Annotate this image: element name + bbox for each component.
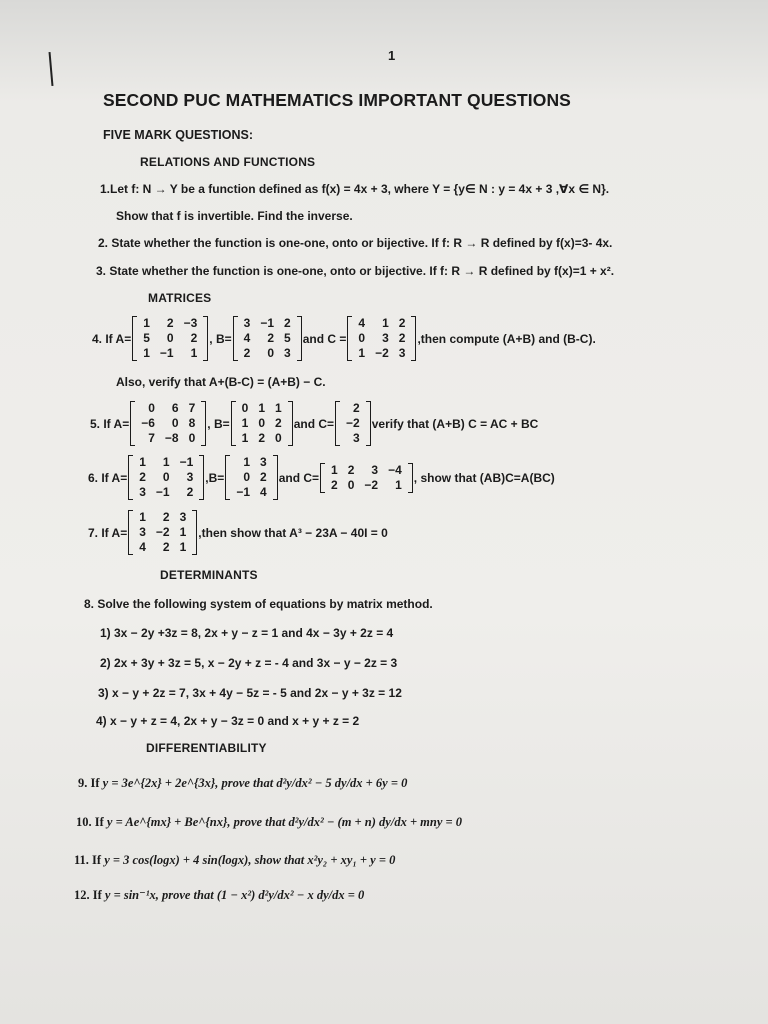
matrix-cell: 0 xyxy=(267,346,275,360)
question-9-rhs: d²y/dx² − 5 dy/dx + 6y = 0 xyxy=(276,776,408,790)
matrix-cell: 3 xyxy=(186,470,194,484)
matrix-cell: 2 xyxy=(275,416,282,430)
question-7 xyxy=(88,510,388,555)
matrix-cell: 1 xyxy=(275,401,282,415)
matrix-cell: 1 xyxy=(382,316,389,330)
question-6-prefix: 6. If A= xyxy=(88,470,128,485)
matrix-cell: 2 xyxy=(398,316,406,330)
topic-matrices: MATRICES xyxy=(148,291,212,305)
question-10-lhs: y = Ae^{mx} + Be^{nx} xyxy=(106,815,228,829)
matrix-cell: 1 xyxy=(258,401,266,415)
matrix-cell: −3 xyxy=(183,316,198,330)
matrix-cell: 1 xyxy=(179,525,187,539)
question-1-line-2: Show that f is invertible. Find the inverse. xyxy=(116,209,353,223)
matrix-cell: 1 xyxy=(143,316,150,330)
matrix-cell: −1 xyxy=(260,316,275,330)
matrix-cell: −1 xyxy=(236,485,250,499)
matrix-cell: 3 xyxy=(179,510,187,524)
matrix-cell: 2 xyxy=(162,510,170,524)
question-8-part-2: 2) 2x + 3y + 3z = 5, x − 2y + z = - 4 and 3x − y − 2z = 3 xyxy=(100,656,398,670)
matrix-cell: −2 xyxy=(346,416,360,430)
matrix-cell: 1 xyxy=(139,510,146,524)
matrix-cell: 6 xyxy=(171,401,179,415)
matrix-cell: 0 xyxy=(275,431,282,445)
matrix-cell: 3 xyxy=(382,331,389,345)
matrix-cell: 2 xyxy=(353,401,360,415)
question-4-suffix: ,then compute (A+B) and (B-C). xyxy=(417,331,596,346)
matrix-cell: −8 xyxy=(164,431,179,445)
question-8-part-4: 4) x − y + z = 4, 2x + y − 3z = 0 and x + y + z = 2 xyxy=(96,714,360,728)
matrix-C xyxy=(347,316,416,361)
matrix-cell: 1 xyxy=(179,540,187,554)
question-11 xyxy=(74,853,395,868)
margin-pen-mark xyxy=(49,52,54,86)
matrix-cell: −6 xyxy=(141,416,155,430)
matrix-cell: 2 xyxy=(267,331,275,345)
matrix-cell: 2 xyxy=(260,470,267,484)
question-12-lhs: y = sin⁻¹x xyxy=(104,888,156,902)
matrix-cell: 3 xyxy=(243,316,251,330)
question-6-suffix: , show that (AB)C=A(BC) xyxy=(413,470,555,485)
matrix-cell: 2 xyxy=(398,331,406,345)
question-9-lhs: y = 3e^{2x} + 2e^{3x} xyxy=(102,776,216,790)
question-6-sep-c: and C= xyxy=(278,470,320,485)
page-number: 1 xyxy=(388,48,396,63)
question-11-prefix: 11. If xyxy=(74,853,105,867)
question-12-rhs: (1 − x²) d²y/dx² − x dy/dx = 0 xyxy=(216,888,365,902)
matrix-cell: 0 xyxy=(358,331,366,345)
matrix-cell: 1 xyxy=(241,431,249,445)
question-5-prefix: 5. If A= xyxy=(90,416,130,431)
question-4-sep-c: and C = xyxy=(302,331,347,346)
matrix-B xyxy=(233,316,302,361)
matrix-cell: 2 xyxy=(139,470,146,484)
question-12-prefix: 12. If xyxy=(74,888,105,902)
matrix-cell: 2 xyxy=(166,316,174,330)
matrix-A xyxy=(128,510,197,555)
question-4-sep-b: , B= xyxy=(209,331,232,346)
topic-determinants: DETERMINANTS xyxy=(160,568,258,582)
page-title: SECOND PUC MATHEMATICS IMPORTANT QUESTIONS xyxy=(103,90,571,110)
matrix-cell: 7 xyxy=(148,431,155,445)
question-11-lhs: y = 3 cos(logx) + 4 sin(logx) xyxy=(104,853,249,867)
matrix-cell: 0 xyxy=(258,416,266,430)
question-8-part-3: 3) x − y + 2z = 7, 3x + 4y − 5z = - 5 and 2x − y + 3z = 12 xyxy=(98,686,402,700)
question-9 xyxy=(78,776,407,791)
question-5-sep-b: , B= xyxy=(207,416,230,431)
section-heading: FIVE MARK QUESTIONS: xyxy=(103,128,254,142)
question-6-sep-b: ,B= xyxy=(205,470,225,485)
question-4-prefix: 4. If A= xyxy=(92,331,132,346)
question-11-rhs: x²y₂ + xy₁ + y = 0 xyxy=(307,853,396,867)
matrix-cell: 5 xyxy=(143,331,150,345)
matrix-cell: 1 xyxy=(162,455,170,469)
matrix-cell: 2 xyxy=(186,485,194,499)
question-12-text: , prove that xyxy=(155,888,217,902)
matrix-cell: 3 xyxy=(371,462,379,477)
matrix-cell: 0 xyxy=(166,331,174,345)
question-10-prefix: 10. If xyxy=(76,815,107,829)
matrix-cell: 0 xyxy=(148,401,155,415)
matrix-cell: 1 xyxy=(241,416,249,430)
matrix-B xyxy=(231,401,293,446)
question-6 xyxy=(88,455,555,500)
question-11-text: , show that xyxy=(248,853,308,867)
matrix-cell: 1 xyxy=(358,346,366,360)
matrix-cell: 1 xyxy=(143,346,150,360)
matrix-cell: 0 xyxy=(347,477,355,492)
matrix-A xyxy=(128,455,204,500)
matrix-cell: −1 xyxy=(159,346,174,360)
matrix-B xyxy=(225,455,277,500)
matrix-cell: 2 xyxy=(162,540,170,554)
matrix-cell: −2 xyxy=(155,525,170,539)
question-1-line-1: 1.Let f: N → Y be a function defined as f(x) = 4x + 3, where Y = {y∈ N : y = 4x + 3 ,∀x ∈ N}. xyxy=(100,182,610,196)
question-4-line-2: Also, verify that A+(B-C) = (A+B) − C. xyxy=(116,375,326,389)
matrix-A xyxy=(132,316,208,361)
matrix-cell: −2 xyxy=(364,477,379,492)
matrix-cell: 7 xyxy=(188,401,196,415)
question-8: 8. Solve the following system of equations by matrix method. xyxy=(84,597,433,611)
matrix-cell: 8 xyxy=(188,416,196,430)
matrix-cell: −4 xyxy=(388,462,402,477)
matrix-cell: 2 xyxy=(347,462,355,477)
matrix-cell: 0 xyxy=(162,470,170,484)
matrix-cell: 3 xyxy=(139,525,146,539)
matrix-cell: 3 xyxy=(284,346,291,360)
matrix-cell: 4 xyxy=(243,331,251,345)
question-10 xyxy=(76,815,462,830)
question-9-text: , prove that xyxy=(215,776,277,790)
matrix-cell: 3 xyxy=(398,346,406,360)
question-2: 2. State whether the function is one-one, onto or bijective. If f: R → R defined by f(x)=3- 4x. xyxy=(98,236,613,250)
question-5-suffix: verify that (A+B) C = AC + BC xyxy=(371,416,539,431)
matrix-cell: 1 xyxy=(243,455,250,469)
matrix-cell: 4 xyxy=(139,540,146,554)
matrix-cell: −1 xyxy=(179,455,194,469)
topic-relations: RELATIONS AND FUNCTIONS xyxy=(140,155,316,169)
matrix-cell: 0 xyxy=(241,401,249,415)
matrix-cell: 0 xyxy=(171,416,179,430)
matrix-cell: 0 xyxy=(243,470,250,484)
matrix-cell: 2 xyxy=(258,431,266,445)
question-5 xyxy=(90,401,538,446)
matrix-cell: 4 xyxy=(358,316,366,330)
matrix-cell: −1 xyxy=(155,485,170,499)
question-10-text: , prove that xyxy=(227,815,289,829)
matrix-A xyxy=(130,401,206,446)
matrix-cell: 2 xyxy=(284,316,291,330)
matrix-cell: 3 xyxy=(260,455,267,469)
matrix-cell: −2 xyxy=(375,346,389,360)
topic-differentiability: DIFFERENTIABILITY xyxy=(146,741,267,755)
question-7-prefix: 7. If A= xyxy=(88,525,128,540)
question-9-prefix: 9. If xyxy=(78,776,103,790)
matrix-cell: 1 xyxy=(190,346,198,360)
matrix-cell: 1 xyxy=(331,462,338,477)
matrix-cell: 3 xyxy=(139,485,146,499)
matrix-cell: 1 xyxy=(395,477,402,492)
matrix-cell: 2 xyxy=(331,477,338,492)
question-3: 3. State whether the function is one-one, onto or bijective. If f: R → R defined by f(x)=1 + x². xyxy=(96,264,615,278)
matrix-cell: 1 xyxy=(139,455,146,469)
question-4 xyxy=(92,316,596,361)
question-8-part-1: 1) 3x − 2y +3z = 8, 2x + y − z = 1 and 4x − 3y + 2z = 4 xyxy=(100,626,394,640)
matrix-cell: 4 xyxy=(260,485,267,499)
matrix-cell: 0 xyxy=(188,431,196,445)
matrix-cell: 2 xyxy=(190,331,198,345)
question-5-sep-c: and C= xyxy=(293,416,335,431)
matrix-cell: 5 xyxy=(284,331,291,345)
matrix-C xyxy=(335,401,371,446)
question-12 xyxy=(74,887,364,903)
question-10-rhs: d²y/dx² − (m + n) dy/dx + mny = 0 xyxy=(288,815,463,829)
matrix-C xyxy=(320,463,413,493)
matrix-cell: 3 xyxy=(353,431,360,445)
question-7-suffix: ,then show that A³ − 23A − 40I = 0 xyxy=(198,525,388,540)
matrix-cell: 2 xyxy=(243,346,251,360)
